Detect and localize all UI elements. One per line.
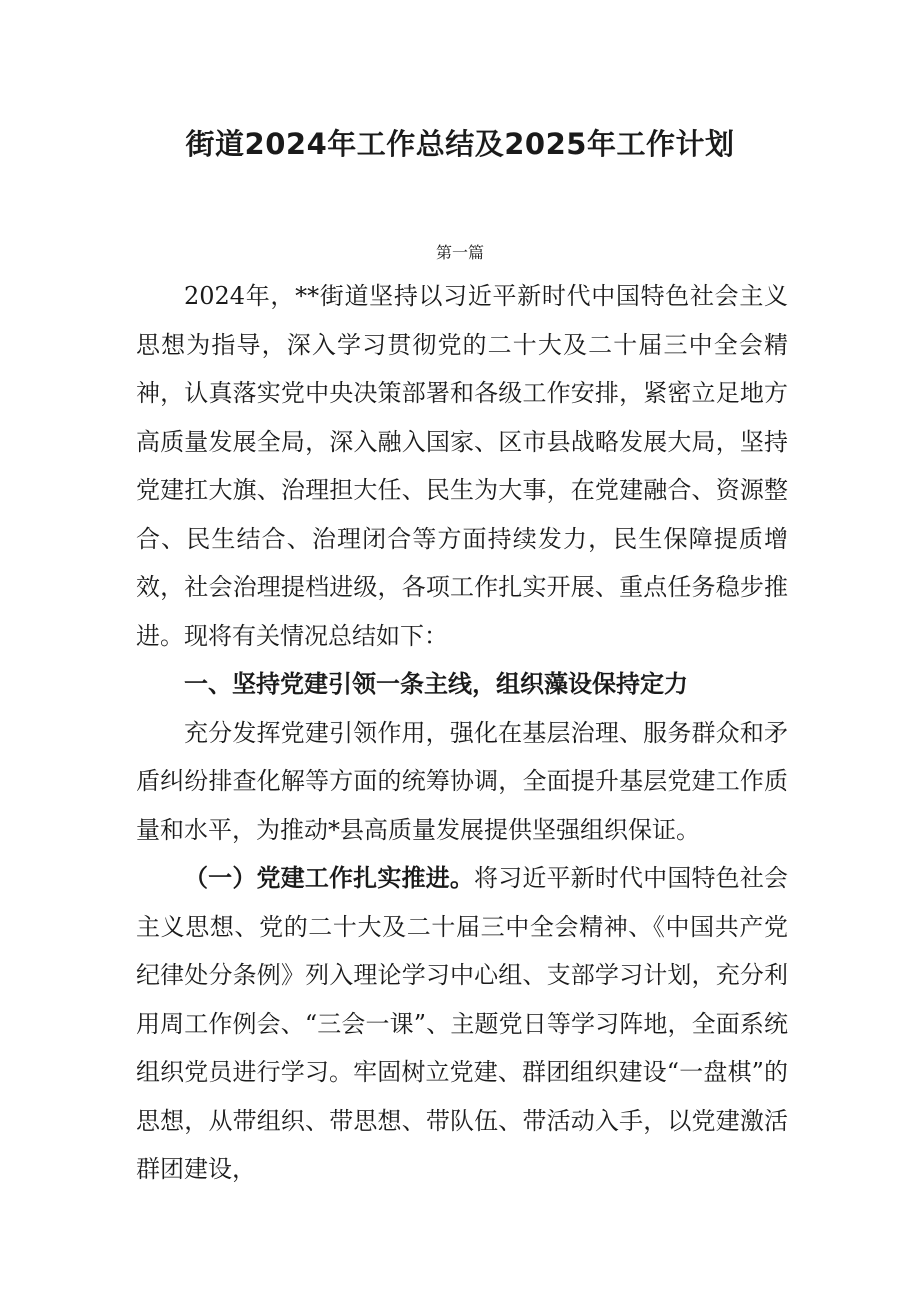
- section-heading-1: 一、坚持党建引领一条主线，组织藻设保持定力: [184, 670, 688, 698]
- intro-paragraph: 2024年，**街道坚持以习近平新时代中国特色社会主义思想为指导，深入学习贯彻党的二十大及二十届三中全会精神，认真落实党中央决策部署和各级工作安排，紧密立足地方高质量发展全局，深入融入国家、区市县战略发展大局，坚持党建扛大旗、治理担大任、民生为大事，在党建融合、资源整合、民生结合、治理闭合等方面持续发力，民生保障提质增效，社会治理提档进级，各项工作扎实开展、重点任务稳步推进。现将有关情况总结如下：: [136, 282, 788, 650]
- section-label: 第一篇: [435, 243, 484, 262]
- document-body: [136, 272, 788, 1194]
- subsection-1-paragraph: [136, 854, 788, 1194]
- document-title: 街道2024年工作总结及2025年工作计划: [185, 127, 735, 161]
- subsection-1-heading: （一）党建工作扎实推进。: [184, 864, 474, 892]
- subsection-1-body: 将习近平新时代中国特色社会主义思想、党的二十大及二十届三中全会精神、《中国共产党纪律处分条例》列入理论学习中心组、支部学习计划，充分利用周工作例会、“三会一课”、主题党日等学习阵地，全面系统组织党员进行学习。牢固树立党建、群团组织建设“一盘棋”的思想，从带组织、带思想、带队伍、带活动入手，以党建激活群团建设，: [136, 864, 788, 1183]
- section-1-intro-paragraph: 充分发挥党建引领作用，强化在基层治理、服务群众和矛盾纠纷排查化解等方面的统筹协调，全面提升基层党建工作质量和水平，为推动*县高质量发展提供坚强组织保证。: [136, 718, 788, 844]
